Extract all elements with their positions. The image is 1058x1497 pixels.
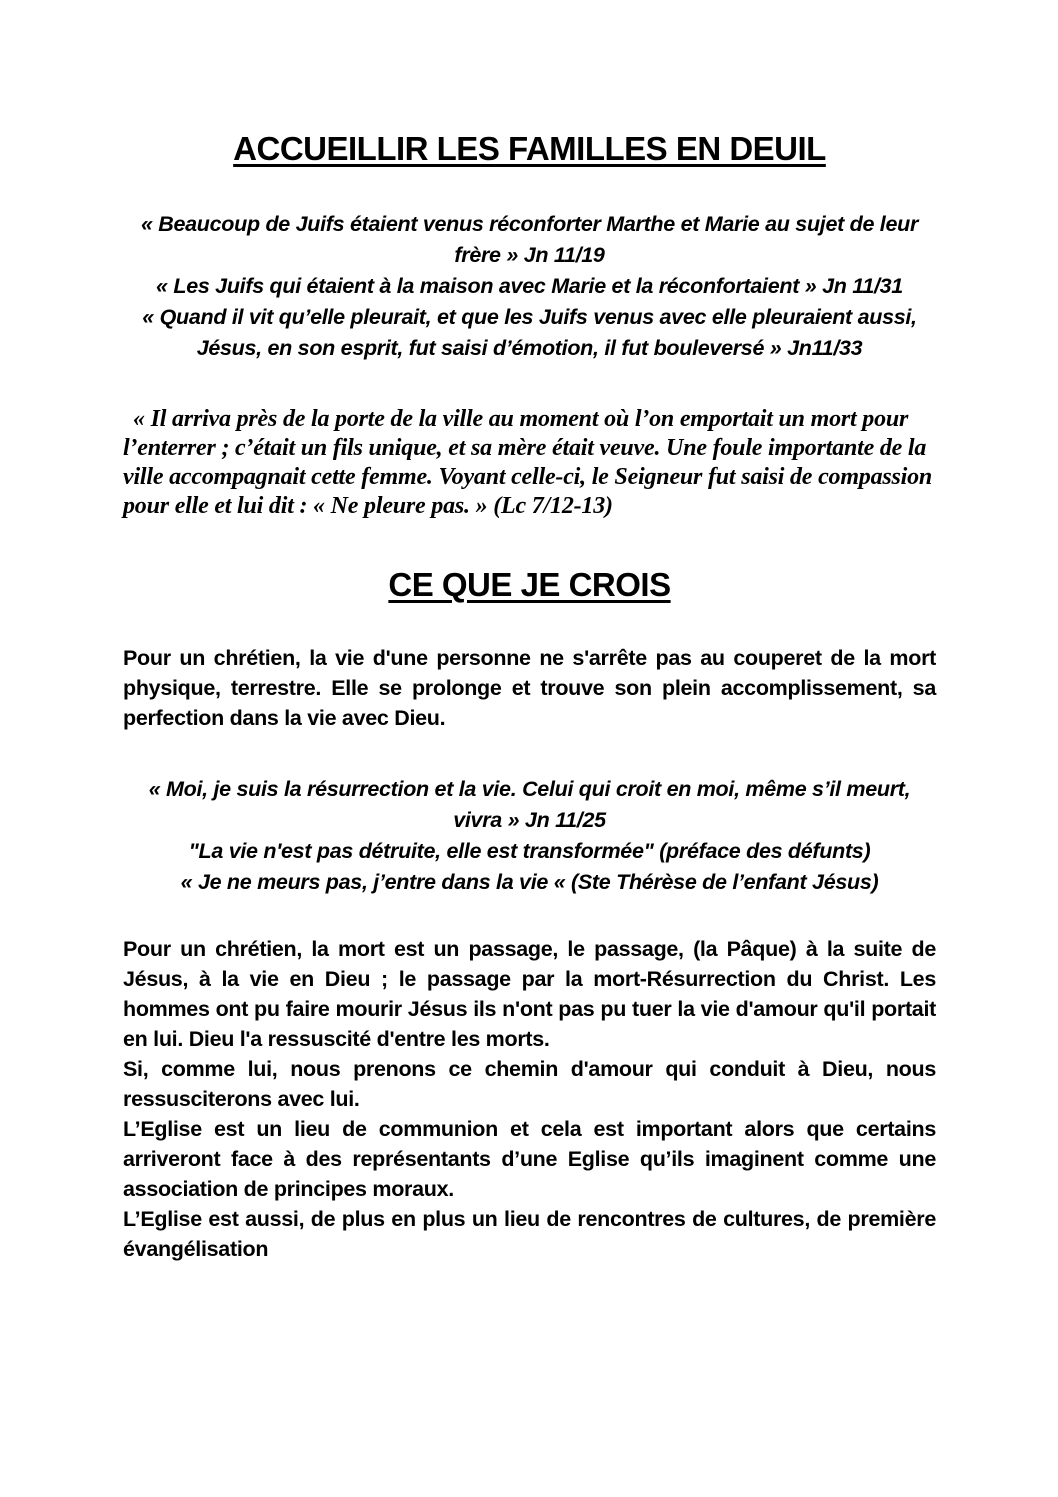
belief-quotes-block [123, 774, 936, 898]
intro-quotes-block [123, 209, 936, 364]
paragraph-passage: Pour un chrétien, la mort est un passage, le passage, (la Pâque) à la suite de Jésus, à la vie en Dieu ; le passage par la mort-Résurrection du Christ. Les hommes ont pu faire mourir Jésus ils n'ont pas pu tuer la vie d'amour qu'il portait en lui. Dieu l'a ressuscité d'entre les morts. [123, 937, 936, 1051]
quote-jn-11-25: « Moi, je suis la résurrection et la vie. Celui qui croit en moi, même s’il meurt, vivra » Jn 11/25 [148, 777, 911, 832]
section-heading: CE QUE JE CROIS [388, 566, 671, 603]
quote-jn-11-31: « Les Juifs qui étaient à la maison avec Marie et la réconfortaient » Jn 11/31 [156, 274, 903, 298]
paragraph-eglise-communion: L’Eglise est un lieu de communion et cela est important alors que certains arriveront face à des représentants d’une Eglise qu’ils imaginent comme une association de principes moraux. [123, 1117, 936, 1201]
quote-lc-7-12-13: « Il arriva près de la porte de la ville au moment où l’on emportait un mort pour l’enterrer ; c’était un fils unique, et sa mère était veuve. Une foule importante de la ville accompagnait cette femme. Voyant celle-ci, le Seigneur fut saisi de compassion pour elle et lui dit : « Ne pleure pas. » (Lc 7/12-13) [123, 406, 933, 519]
paragraph-eglise-rencontres: L’Eglise est aussi, de plus en plus un lieu de rencontres de cultures, de première évangélisation [123, 1207, 936, 1261]
quote-preface-des-defunts: "La vie n'est pas détruite, elle est transformée" (préface des défunts) [188, 839, 871, 863]
document-title: ACCUEILLIR LES FAMILLES EN DEUIL [233, 130, 826, 167]
belief-paragraph: Pour un chrétien, la vie d'une personne ne s'arrête pas au couperet de la mort physique, terrestre. Elle se prolonge et trouve son plein accomplissement, sa perfection dans la vie avec Dieu. [123, 646, 936, 730]
quote-ste-therese: « Je ne meurs pas, j’entre dans la vie « (Ste Thérèse de l’enfant Jésus) [180, 870, 879, 894]
paragraph-chemin-amour: Si, comme lui, nous prenons ce chemin d'amour qui conduit à Dieu, nous ressusciterons avec lui. [123, 1057, 936, 1111]
quote-jn-11-33: « Quand il vit qu’elle pleurait, et que les Juifs venus avec elle pleuraient aussi, Jésus, en son esprit, fut saisi d’émotion, il fut bouleversé » Jn11/33 [142, 305, 917, 360]
quote-jn-11-19: « Beaucoup de Juifs étaient venus réconforter Marthe et Marie au sujet de leur frère » Jn 11/19 [140, 212, 919, 267]
body-paragraphs-block [123, 934, 936, 1264]
